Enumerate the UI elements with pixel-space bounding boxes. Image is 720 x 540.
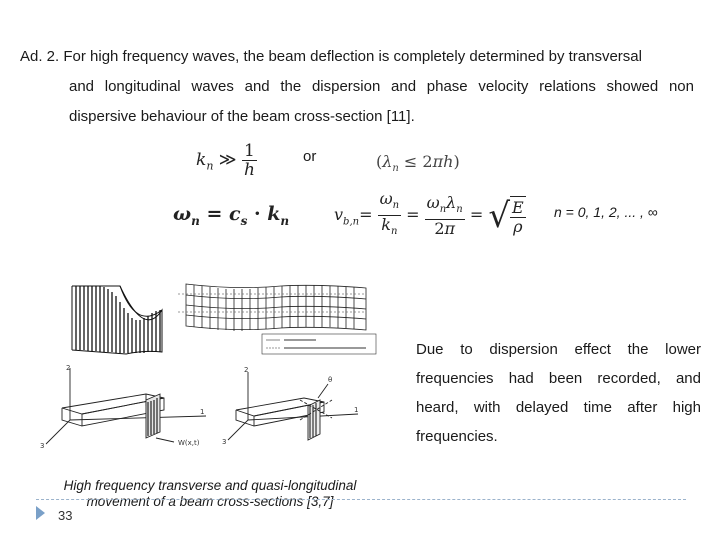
beam-deflection-shape — [72, 286, 162, 354]
equation-wavelength-condition: $(\lambda_n \le 2\pi h)$ — [376, 152, 460, 175]
paragraph-line-1: Ad. 2. For high frequency waves, the beam deflection is completely determined by transversal — [20, 48, 642, 65]
equation-wavenumber-condition: $k_n$ ≫ $\frac{1}{h}$ — [196, 141, 255, 180]
rotation-label: θ — [328, 376, 333, 384]
side-line-1: Due to dispersion effect the lower — [416, 341, 701, 358]
figure-caption: High frequency transverse and quasi-longitudinal movement of a beam cross-sections [3,7] — [63, 478, 357, 509]
side-line-3: heard, with delayed time after high — [416, 399, 701, 416]
side-explanation — [416, 335, 701, 451]
figure-legend — [262, 334, 376, 354]
axis-label-3: 3 — [40, 442, 45, 450]
or-label: or — [303, 148, 317, 165]
equation-phase-velocity: $v_{b,n}=$ $\frac{\omega_n}{k_n}$ = $\frac{\omega_n\lambda_n}{2\pi}$ = √ $\frac{E}{\rho}$ — [334, 189, 524, 238]
deflection-label: W(x,t) — [178, 439, 200, 447]
side-line-2: frequencies had been recorded, and — [416, 370, 701, 387]
slide-bullet-icon — [36, 506, 45, 520]
axis-label-2: 2 — [66, 364, 71, 372]
page-number: 33 — [58, 508, 73, 523]
beam-wave-figure — [66, 280, 381, 360]
beam-grid-shape — [178, 284, 366, 331]
axis-label-3b: 3 — [222, 438, 227, 446]
index-range: n = 0, 1, 2, ... , ∞ — [554, 204, 658, 220]
paragraph-line-3: dispersive behaviour of the beam cross-section [11]. — [69, 108, 415, 125]
axis-label-2b: 2 — [244, 366, 249, 374]
side-line-4: frequencies. — [416, 428, 498, 445]
equation-angular-frequency: $\omega_n = c_s \cdot k_n$ — [173, 203, 290, 228]
axis-label-1b: 1 — [354, 406, 359, 414]
footer-divider — [36, 499, 686, 500]
paragraph-line-2: and longitudinal waves and the dispersion and phase velocity relations showed non — [69, 78, 694, 95]
axis-label-1: 1 — [200, 408, 205, 416]
beam-cross-section-figure — [36, 360, 376, 465]
